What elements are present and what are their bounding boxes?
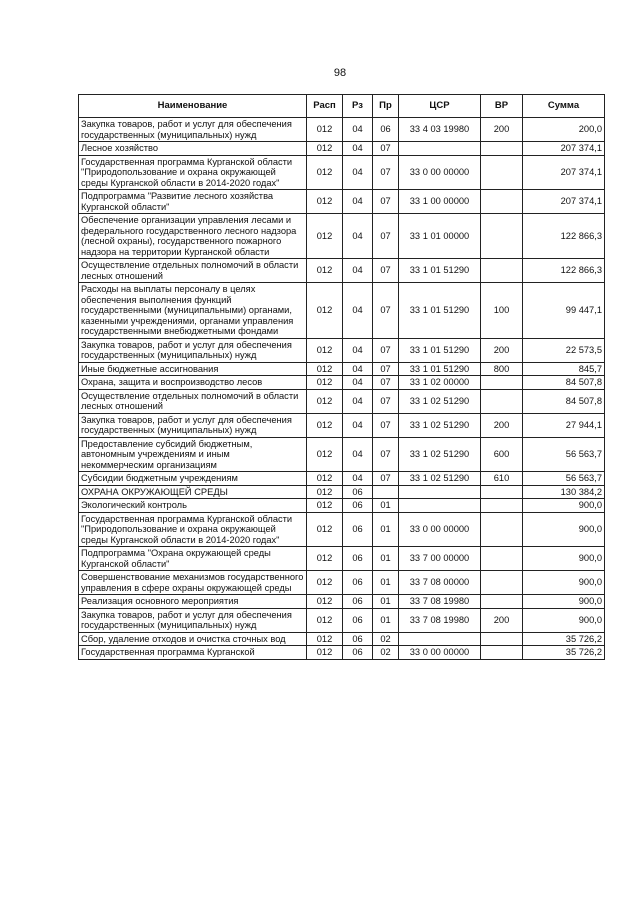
row-rz-cell: 04 (343, 259, 373, 283)
row-sum-cell: 900,0 (523, 499, 605, 513)
row-rz-cell: 04 (343, 472, 373, 486)
row-name-cell: Обеспечение организации управления лесами и федерального государственного лесного надзора (лесной охраны), государственного пожарного надзора на территории Курганской области (79, 214, 307, 259)
row-sum-cell: 84 507,8 (523, 389, 605, 413)
row-csr-cell: 33 1 01 51290 (399, 362, 481, 376)
row-csr-cell: 33 7 08 00000 (399, 571, 481, 595)
row-name-cell: Подпрограмма "Развитие лесного хозяйства Курганской области" (79, 190, 307, 214)
row-rz-cell: 04 (343, 437, 373, 472)
row-name-cell: Осуществление отдельных полномочий в области лесных отношений (79, 259, 307, 283)
row-name-cell: Государственная программа Курганской области "Природопользование и охрана окружающей среды Курганской области в 2014-2020 годах" (79, 512, 307, 547)
row-rasp-cell: 012 (307, 259, 343, 283)
row-pr-cell: 01 (373, 571, 399, 595)
row-rz-cell: 04 (343, 142, 373, 156)
row-pr-cell: 06 (373, 118, 399, 142)
row-rasp-cell: 012 (307, 472, 343, 486)
row-pr-cell: 01 (373, 547, 399, 571)
row-sum-cell: 200,0 (523, 118, 605, 142)
row-pr-cell: 07 (373, 259, 399, 283)
row-sum-cell: 84 507,8 (523, 376, 605, 390)
row-sum-cell: 900,0 (523, 512, 605, 547)
row-csr-cell: 33 1 01 51290 (399, 283, 481, 339)
row-pr-cell: 01 (373, 608, 399, 632)
row-name-cell: Лесное хозяйство (79, 142, 307, 156)
row-rz-cell: 04 (343, 118, 373, 142)
header-sum: Сумма (523, 95, 605, 118)
row-rasp-cell: 012 (307, 646, 343, 660)
row-csr-cell: 33 0 00 00000 (399, 646, 481, 660)
row-name-cell: Закупка товаров, работ и услуг для обеспечения государственных (муниципальных) нужд (79, 338, 307, 362)
row-name-cell: Предоставление субсидий бюджетным, автономным учреждениям и иным некоммерческим организациям (79, 437, 307, 472)
row-vr-cell (481, 571, 523, 595)
table-row (79, 190, 605, 214)
table-row (79, 413, 605, 437)
row-rz-cell: 06 (343, 512, 373, 547)
table-row (79, 472, 605, 486)
row-rasp-cell: 012 (307, 362, 343, 376)
row-sum-cell: 27 944,1 (523, 413, 605, 437)
row-sum-cell: 207 374,1 (523, 190, 605, 214)
row-vr-cell: 610 (481, 472, 523, 486)
row-vr-cell (481, 499, 523, 513)
row-pr-cell: 07 (373, 413, 399, 437)
header-vr: ВР (481, 95, 523, 118)
row-sum-cell: 130 384,2 (523, 485, 605, 499)
row-rasp-cell: 012 (307, 632, 343, 646)
table-row (79, 485, 605, 499)
row-pr-cell: 07 (373, 190, 399, 214)
row-rasp-cell: 012 (307, 499, 343, 513)
row-rz-cell: 06 (343, 595, 373, 609)
row-rasp-cell: 012 (307, 547, 343, 571)
page-number: 98 (333, 67, 347, 79)
row-rasp-cell: 012 (307, 389, 343, 413)
row-sum-cell: 900,0 (523, 595, 605, 609)
row-name-cell: Закупка товаров, работ и услуг для обеспечения государственных (муниципальных) нужд (79, 413, 307, 437)
row-csr-cell: 33 1 02 51290 (399, 472, 481, 486)
row-name-cell: ОХРАНА ОКРУЖАЮЩЕЙ СРЕДЫ (79, 485, 307, 499)
row-csr-cell (399, 499, 481, 513)
header-pr: Пр (373, 95, 399, 118)
row-csr-cell (399, 142, 481, 156)
row-sum-cell: 35 726,2 (523, 632, 605, 646)
row-pr-cell: 07 (373, 389, 399, 413)
row-rz-cell: 06 (343, 499, 373, 513)
row-csr-cell (399, 632, 481, 646)
row-vr-cell (481, 512, 523, 547)
row-csr-cell: 33 1 01 00000 (399, 214, 481, 259)
row-pr-cell: 07 (373, 283, 399, 339)
table-row (79, 155, 605, 190)
row-sum-cell: 207 374,1 (523, 142, 605, 156)
row-vr-cell (481, 547, 523, 571)
row-vr-cell (481, 485, 523, 499)
row-name-cell: Расходы на выплаты персоналу в целях обеспечения выполнения функций государственными (муниципальными) органами, казенными учреждениями, органами управления государственными внебюджетными фондами (79, 283, 307, 339)
row-name-cell: Субсидии бюджетным учреждениям (79, 472, 307, 486)
row-sum-cell: 35 726,2 (523, 646, 605, 660)
row-vr-cell: 800 (481, 362, 523, 376)
row-vr-cell (481, 142, 523, 156)
row-pr-cell: 07 (373, 142, 399, 156)
row-name-cell: Сбор, удаление отходов и очистка сточных вод (79, 632, 307, 646)
row-pr-cell: 02 (373, 632, 399, 646)
row-name-cell: Реализация основного мероприятия (79, 595, 307, 609)
row-sum-cell: 207 374,1 (523, 155, 605, 190)
row-rz-cell: 06 (343, 571, 373, 595)
row-name-cell: Совершенствование механизмов государственного управления в сфере охраны окружающей среды (79, 571, 307, 595)
row-rz-cell: 04 (343, 389, 373, 413)
row-rz-cell: 04 (343, 283, 373, 339)
row-rasp-cell: 012 (307, 608, 343, 632)
row-rasp-cell: 012 (307, 413, 343, 437)
budget-table (78, 94, 605, 660)
row-sum-cell: 122 866,3 (523, 259, 605, 283)
header-rasp: Расп (307, 95, 343, 118)
row-name-cell: Экологический контроль (79, 499, 307, 513)
row-rz-cell: 04 (343, 190, 373, 214)
row-csr-cell: 33 4 03 19980 (399, 118, 481, 142)
row-vr-cell: 200 (481, 338, 523, 362)
row-pr-cell: 07 (373, 376, 399, 390)
row-rasp-cell: 012 (307, 118, 343, 142)
table-row (79, 283, 605, 339)
row-rz-cell: 04 (343, 376, 373, 390)
header-name: Наименование (79, 95, 307, 118)
row-rz-cell: 04 (343, 362, 373, 376)
row-rasp-cell: 012 (307, 155, 343, 190)
row-vr-cell: 200 (481, 118, 523, 142)
table-row (79, 595, 605, 609)
row-vr-cell (481, 632, 523, 646)
row-rasp-cell: 012 (307, 595, 343, 609)
row-name-cell: Государственная программа Курганской (79, 646, 307, 660)
row-vr-cell (481, 595, 523, 609)
row-rz-cell: 06 (343, 547, 373, 571)
row-vr-cell (481, 646, 523, 660)
table-row (79, 632, 605, 646)
table-row (79, 376, 605, 390)
row-rasp-cell: 012 (307, 376, 343, 390)
row-csr-cell: 33 1 02 00000 (399, 376, 481, 390)
row-pr-cell: 07 (373, 437, 399, 472)
row-rasp-cell: 012 (307, 338, 343, 362)
row-csr-cell: 33 1 02 51290 (399, 413, 481, 437)
row-pr-cell (373, 485, 399, 499)
row-rz-cell: 06 (343, 485, 373, 499)
row-vr-cell: 600 (481, 437, 523, 472)
row-rasp-cell: 012 (307, 512, 343, 547)
row-csr-cell: 33 7 08 19980 (399, 608, 481, 632)
row-pr-cell: 01 (373, 512, 399, 547)
table-row (79, 646, 605, 660)
row-name-cell: Государственная программа Курганской области "Природопользование и охрана окружающей среды Курганской области в 2014-2020 годах" (79, 155, 307, 190)
table-row (79, 499, 605, 513)
row-pr-cell: 07 (373, 362, 399, 376)
row-vr-cell (481, 389, 523, 413)
row-sum-cell: 122 866,3 (523, 214, 605, 259)
table-row (79, 142, 605, 156)
row-vr-cell (481, 190, 523, 214)
table-row (79, 338, 605, 362)
table-row (79, 437, 605, 472)
row-csr-cell: 33 1 01 51290 (399, 259, 481, 283)
row-vr-cell (481, 214, 523, 259)
row-sum-cell: 56 563,7 (523, 437, 605, 472)
row-vr-cell (481, 155, 523, 190)
row-rasp-cell: 012 (307, 190, 343, 214)
row-pr-cell: 07 (373, 155, 399, 190)
row-sum-cell: 900,0 (523, 571, 605, 595)
row-sum-cell: 99 447,1 (523, 283, 605, 339)
row-csr-cell: 33 1 01 51290 (399, 338, 481, 362)
row-csr-cell: 33 0 00 00000 (399, 512, 481, 547)
row-rz-cell: 06 (343, 646, 373, 660)
header-csr: ЦСР (399, 95, 481, 118)
row-name-cell: Охрана, защита и воспроизводство лесов (79, 376, 307, 390)
row-rz-cell: 04 (343, 338, 373, 362)
row-pr-cell: 07 (373, 214, 399, 259)
row-vr-cell (481, 376, 523, 390)
row-sum-cell: 900,0 (523, 547, 605, 571)
table-header-row (79, 95, 605, 118)
table-row (79, 571, 605, 595)
row-vr-cell: 200 (481, 413, 523, 437)
row-name-cell: Подпрограмма "Охрана окружающей среды Курганской области" (79, 547, 307, 571)
row-csr-cell: 33 1 00 00000 (399, 190, 481, 214)
table-row (79, 118, 605, 142)
row-csr-cell: 33 7 08 19980 (399, 595, 481, 609)
row-sum-cell: 56 563,7 (523, 472, 605, 486)
row-name-cell: Закупка товаров, работ и услуг для обеспечения государственных (муниципальных) нужд (79, 118, 307, 142)
row-csr-cell: 33 1 02 51290 (399, 389, 481, 413)
row-csr-cell: 33 0 00 00000 (399, 155, 481, 190)
row-pr-cell: 02 (373, 646, 399, 660)
table-row (79, 389, 605, 413)
row-pr-cell: 01 (373, 595, 399, 609)
row-vr-cell: 200 (481, 608, 523, 632)
row-rasp-cell: 012 (307, 571, 343, 595)
row-csr-cell: 33 7 00 00000 (399, 547, 481, 571)
row-rasp-cell: 012 (307, 142, 343, 156)
row-pr-cell: 01 (373, 499, 399, 513)
row-csr-cell (399, 485, 481, 499)
row-rasp-cell: 012 (307, 437, 343, 472)
row-rz-cell: 04 (343, 413, 373, 437)
row-sum-cell: 900,0 (523, 608, 605, 632)
row-pr-cell: 07 (373, 472, 399, 486)
row-sum-cell: 845,7 (523, 362, 605, 376)
table-row (79, 362, 605, 376)
row-vr-cell (481, 259, 523, 283)
table-row (79, 608, 605, 632)
row-name-cell: Иные бюджетные ассигнования (79, 362, 307, 376)
row-rasp-cell: 012 (307, 485, 343, 499)
table-body (79, 118, 605, 660)
row-rz-cell: 06 (343, 632, 373, 646)
row-rasp-cell: 012 (307, 283, 343, 339)
row-name-cell: Осуществление отдельных полномочий в области лесных отношений (79, 389, 307, 413)
header-rz: Рз (343, 95, 373, 118)
row-rz-cell: 04 (343, 155, 373, 190)
table-row (79, 512, 605, 547)
row-vr-cell: 100 (481, 283, 523, 339)
table-row (79, 547, 605, 571)
row-pr-cell: 07 (373, 338, 399, 362)
row-sum-cell: 22 573,5 (523, 338, 605, 362)
table-row (79, 259, 605, 283)
row-rz-cell: 04 (343, 214, 373, 259)
row-rz-cell: 06 (343, 608, 373, 632)
row-csr-cell: 33 1 02 51290 (399, 437, 481, 472)
row-rasp-cell: 012 (307, 214, 343, 259)
row-name-cell: Закупка товаров, работ и услуг для обеспечения государственных (муниципальных) нужд (79, 608, 307, 632)
table-row (79, 214, 605, 259)
